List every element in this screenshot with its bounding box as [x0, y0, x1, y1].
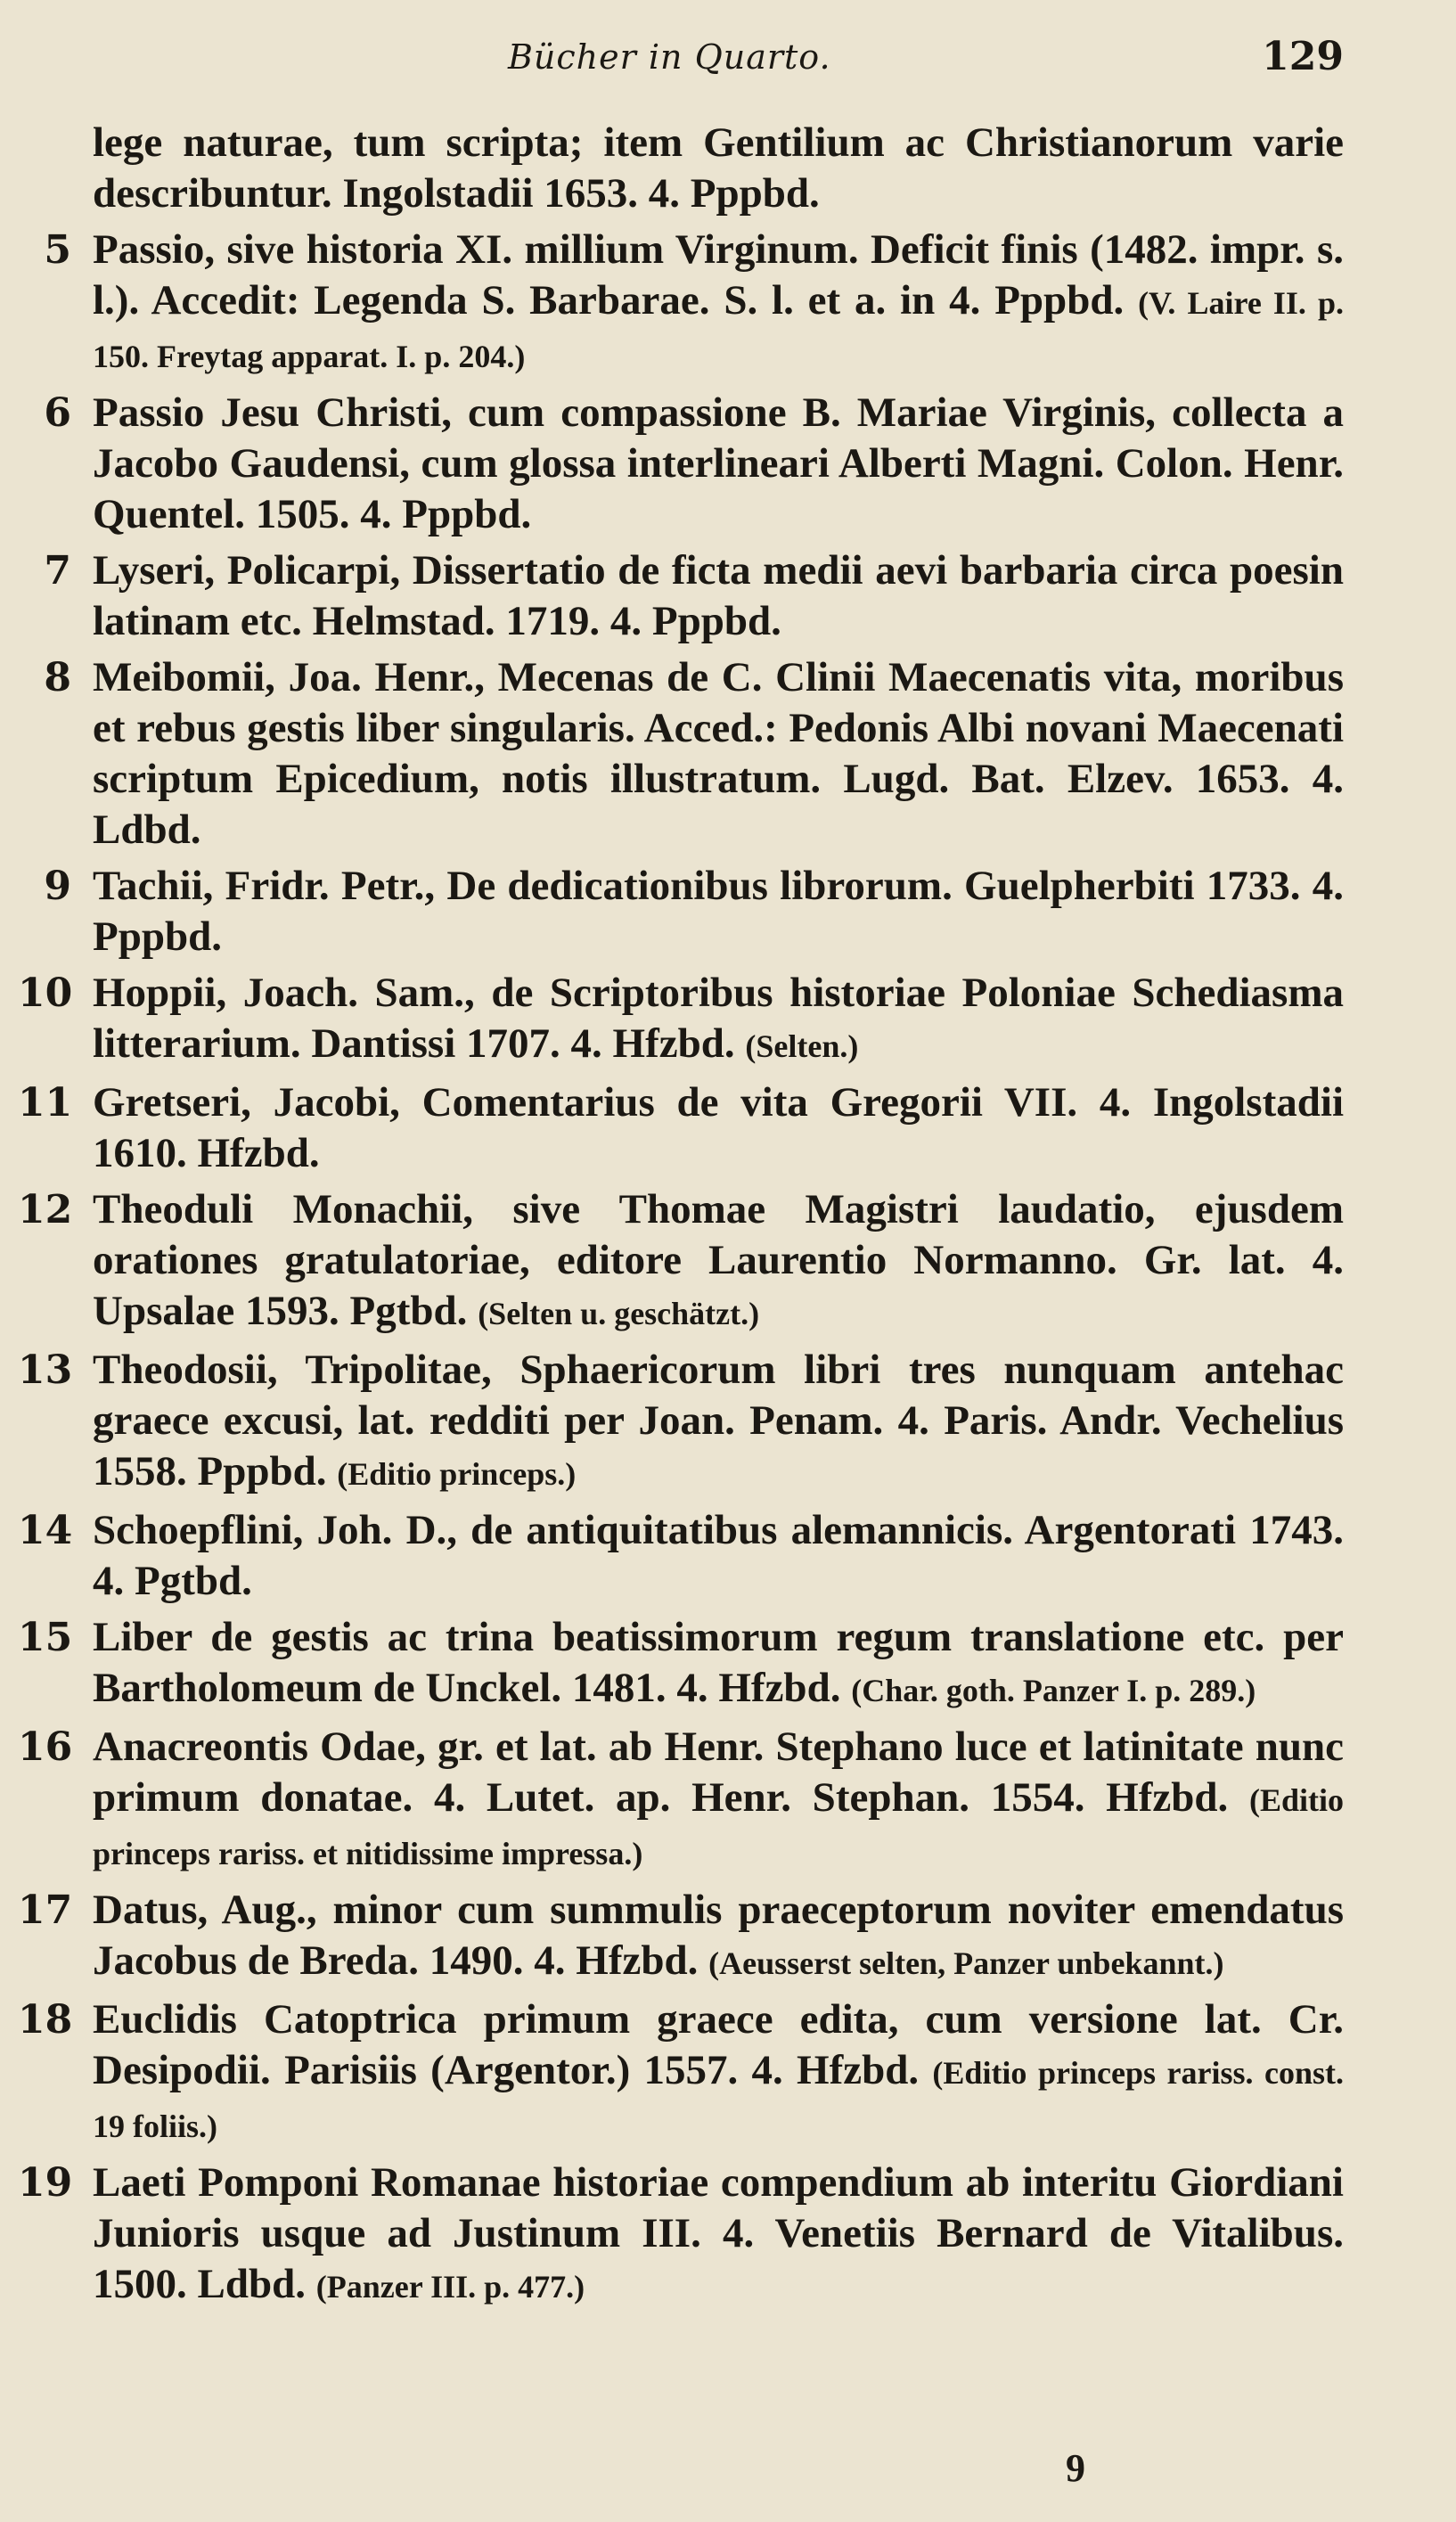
entry-number: 14: [18, 1508, 73, 1553]
entry-description: Passio Jesu Christi, cum compassione B. Mariae Virginis, collecta a Jacobo Gaudensi, cum glossa interlineari Alberti Magni. Colon. Henr. Quentel. 1505. 4. Pppbd.: [93, 389, 1344, 537]
entry-number: 7: [44, 548, 71, 594]
entry-note: (Selten u. geschätzt.): [478, 1296, 760, 1331]
sheet-signature: 9: [1066, 2446, 1085, 2490]
entry-text: [93, 652, 1344, 856]
entry-note: (Editio princeps.): [337, 1456, 577, 1492]
catalog-entry: [0, 118, 1456, 219]
entry-text: [93, 225, 1344, 382]
entry-description: Theoduli Monachii, sive Thomae Magistri laudatio, ejusdem orationes gratulatoriae, editore Laurentio Normanno. Gr. lat. 4. Upsalae 1593. Pgtbd.: [93, 1186, 1344, 1334]
catalog-entry: [0, 1505, 1456, 1607]
entry-text: [93, 388, 1344, 540]
running-title: Bücher in Quarto.: [508, 37, 831, 77]
entry-description: Lyseri, Policarpi, Dissertatio de ficta medii aevi barbaria circa poesin latinam etc. Helmstad. 1719. 4. Pppbd.: [93, 547, 1344, 644]
entry-number: 12: [18, 1187, 73, 1232]
entry-description: Datus, Aug., minor cum summulis praeceptorum noviter emendatus Jacobus de Breda. 1490. 4. Hfzbd.: [93, 1887, 1344, 1984]
entry-description: Theodosii, Tripolitae, Sphaericorum libri tres nunquam antehac graece excusi, lat. redditi per Joan. Penam. 4. Paris. Andr. Vechelius 1558. Pppbd.: [93, 1347, 1344, 1494]
page-number: 129: [1262, 34, 1344, 79]
entry-text: [93, 1885, 1344, 1989]
entry-text: [93, 1345, 1344, 1500]
entry-number: 16: [18, 1724, 73, 1770]
entry-note: (Selten.): [745, 1028, 859, 1064]
catalog-entry: [0, 861, 1456, 962]
entry-text: [93, 118, 1344, 219]
entry-description: Anacreontis Odae, gr. et lat. ab Henr. Stephano luce et latinitate nunc primum donatae. 4. Lutet. ap. Henr. Stephan. 1554. Hfzbd.: [93, 1724, 1344, 1821]
catalog-entry: [0, 1184, 1456, 1339]
entry-description: Meibomii, Joa. Henr., Mecenas de C. Clinii Maecenatis vita, moribus et rebus gestis liber singularis. Acced.: Pedonis Albi novani Maecenati scriptum Epicedium, notis illustratum. Lugd. Bat. Elzev. 1653. 4. Ldbd.: [93, 654, 1344, 853]
catalog-entry: [0, 1612, 1456, 1716]
catalog-entry: [0, 1345, 1456, 1500]
catalog-entry: [0, 1722, 1456, 1879]
entry-number: 11: [18, 1080, 73, 1126]
entry-note: (Editio princeps rariss. const. 19 foliis.): [93, 2055, 1344, 2144]
entry-note: (Aeusserst selten, Panzer unbekannt.): [708, 1945, 1224, 1981]
catalog-entry: [0, 1885, 1456, 1989]
catalog-entry: [0, 1077, 1456, 1179]
entry-description: Laeti Pomponi Romanae historiae compendium ab interitu Giordiani Junioris usque ad Justinum III. 4. Venetiis Bernard de Vitalibus. 1500. Ldbd.: [93, 2159, 1344, 2307]
entry-description: Tachii, Fridr. Petr., De dedicationibus librorum. Guelpherbiti 1733. 4. Pppbd.: [93, 863, 1344, 960]
catalog-entry: [0, 2158, 1456, 2313]
catalog-entry: [0, 1994, 1456, 2152]
entry-text: [93, 545, 1344, 647]
entry-description: Hoppii, Joach. Sam., de Scriptoribus historiae Poloniae Schediasma litterarium. Dantissi 1707. 4. Hfzbd.: [93, 970, 1344, 1067]
entry-text: [93, 861, 1344, 962]
entry-number: 5: [44, 227, 71, 273]
catalog-entries: [0, 118, 1456, 2318]
entry-text: [93, 1184, 1344, 1339]
entry-note: (Panzer III. p. 477.): [315, 2269, 585, 2305]
entry-text: [93, 1612, 1344, 1716]
entry-text: [93, 1722, 1344, 1879]
entry-number: 18: [18, 1997, 73, 2043]
entry-text: [93, 1994, 1344, 2152]
entry-number: 13: [18, 1347, 73, 1393]
entry-text: [93, 1505, 1344, 1607]
entry-number: 19: [18, 2160, 73, 2206]
entry-description: Schoepflini, Joh. D., de antiquitatibus alemannicis. Argentorati 1743. 4. Pgtbd.: [93, 1507, 1344, 1604]
entry-number: 15: [18, 1615, 73, 1660]
entry-note: (Char. goth. Panzer I. p. 289.): [851, 1673, 1256, 1708]
entry-text: [93, 1077, 1344, 1179]
entry-description: Liber de gestis ac trina beatissimorum regum translatione etc. per Bartholomeum de Unckel. 1481. 4. Hfzbd.: [93, 1614, 1344, 1711]
entry-note: (Editio princeps rariss. et nitidissime impressa.): [93, 1782, 1345, 1871]
catalog-entry: [0, 225, 1456, 382]
entry-text: [93, 968, 1344, 1072]
entry-number: 6: [44, 390, 71, 436]
entry-description: Euclidis Catoptrica primum graece edita, cum versione lat. Cr. Desipodii. Parisiis (Argentor.) 1557. 4. Hfzbd.: [93, 1996, 1344, 2093]
entry-text: [93, 2158, 1344, 2313]
catalog-entry: [0, 388, 1456, 540]
catalog-entry: [0, 652, 1456, 856]
entry-number: 8: [44, 655, 71, 700]
catalog-entry: [0, 545, 1456, 647]
entry-number: 9: [44, 864, 71, 909]
page-header: [0, 34, 1456, 87]
catalog-entry: [0, 968, 1456, 1072]
entry-description: lege naturae, tum scripta; item Gentilium ac Christianorum varie describuntur. Ingolstadii 1653. 4. Pppbd.: [93, 119, 1344, 217]
entry-number: 17: [18, 1887, 73, 1933]
entry-number: 10: [18, 970, 73, 1016]
entry-note: (V. Laire II. p. 150. Freytag apparat. I. p. 204.): [93, 285, 1345, 374]
entry-description: Passio, sive historia XI. millium Virginum. Deficit finis (1482. impr. s. l.). Accedit: Legenda S. Barbarae. S. l. et a. in 4. Pppbd.: [93, 226, 1344, 323]
entry-description: Gretseri, Jacobi, Comentarius de vita Gregorii VII. 4. Ingolstadii 1610. Hfzbd.: [93, 1079, 1344, 1176]
